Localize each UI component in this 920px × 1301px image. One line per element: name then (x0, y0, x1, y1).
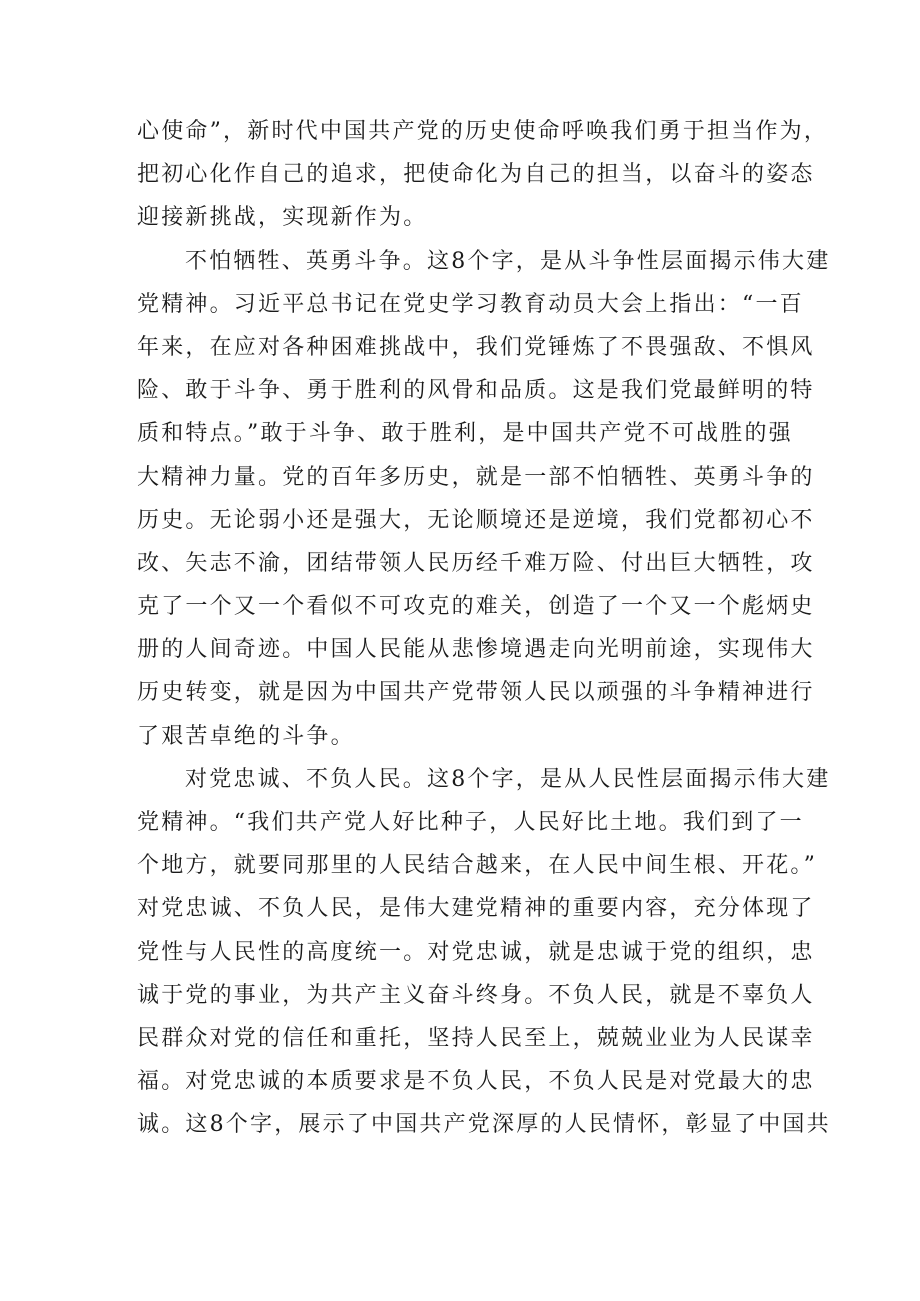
text-line: 册的人间奇迹。中国人民能从悲惨境遇走向光明前途，实现伟大 (137, 637, 815, 663)
text-line: 了艰苦卓绝的斗争。 (137, 723, 355, 749)
text-line: 克了一个又一个看似不可攻克的难关，创造了一个又一个彪炳史 (137, 594, 815, 620)
text-line: 党性与人民性的高度统一。对党忠诚，就是忠诚于党的组织，忠 (137, 939, 815, 965)
text-line: 质和特点。”敢于斗争、敢于胜利，是中国共产党不可战胜的强 (137, 421, 793, 447)
text-line: 大精神力量。党的百年多历史，就是一部不怕牺牲、英勇斗争的 (137, 464, 815, 490)
text-line: 对党忠诚、不负人民。这8个字，是从人民性层面揭示伟大建 (185, 766, 831, 792)
paragraph-loyalty (137, 758, 831, 1147)
text-line: 把初心化作自己的追求，把使命化为自己的担当，以奋斗的姿态 (137, 162, 815, 188)
text-line: 不怕牺牲、英勇斗争。这8个字，是从斗争性层面揭示伟大建 (185, 248, 831, 274)
text-line: 险、敢于斗争、勇于胜利的风骨和品质。这是我们党最鲜明的特 (137, 378, 815, 404)
text-line: 民群众对党的信任和重托，坚持人民至上，兢兢业业为人民谋幸 (137, 1025, 815, 1051)
text-line: 党精神。“我们共产党人好比种子，人民好比土地。我们到了一 (137, 810, 804, 835)
text-line: 个地方，就要同那里的人民结合越来，在人民中间生根、开花。” (137, 853, 818, 879)
text-line: 党精神。习近平总书记在党史学习教育动员大会上指出：“一百 (137, 291, 804, 317)
text-line: 诚于党的事业，为共产主义奋斗终身。不负人民，就是不辜负人 (137, 982, 815, 1008)
text-line: 历史。无论弱小还是强大，无论顺境还是逆境，我们党都初心不 (137, 507, 815, 533)
text-line: 对党忠诚、不负人民，是伟大建党精神的重要内容，充分体现了 (137, 896, 815, 922)
text-line: 历史转变，就是因为中国共产党带领人民以顽强的斗争精神进行 (137, 680, 815, 706)
text-line: 改、矢志不渝，团结带领人民历经千难万险、付出巨大牺牲，攻 (137, 550, 815, 576)
text-line: 福。对党忠诚的本质要求是不负人民，不负人民是对党最大的忠 (137, 1069, 815, 1095)
paragraph-struggle (137, 240, 831, 758)
text-line: 年来，在应对各种困难挑战中，我们党锤炼了不畏强敌、不惧风 (137, 334, 815, 360)
text-line: 诚。这8个字，展示了中国共产党深厚的人民情怀，彰显了中国共 (137, 1112, 831, 1138)
text-line: 心使命”，新时代中国共产党的历史使命呼唤我们勇于担当作为， (137, 119, 829, 144)
text-line: 迎接新挑战，实现新作为。 (137, 205, 428, 231)
paragraph-continuation (137, 110, 829, 240)
document-body (137, 110, 831, 1147)
